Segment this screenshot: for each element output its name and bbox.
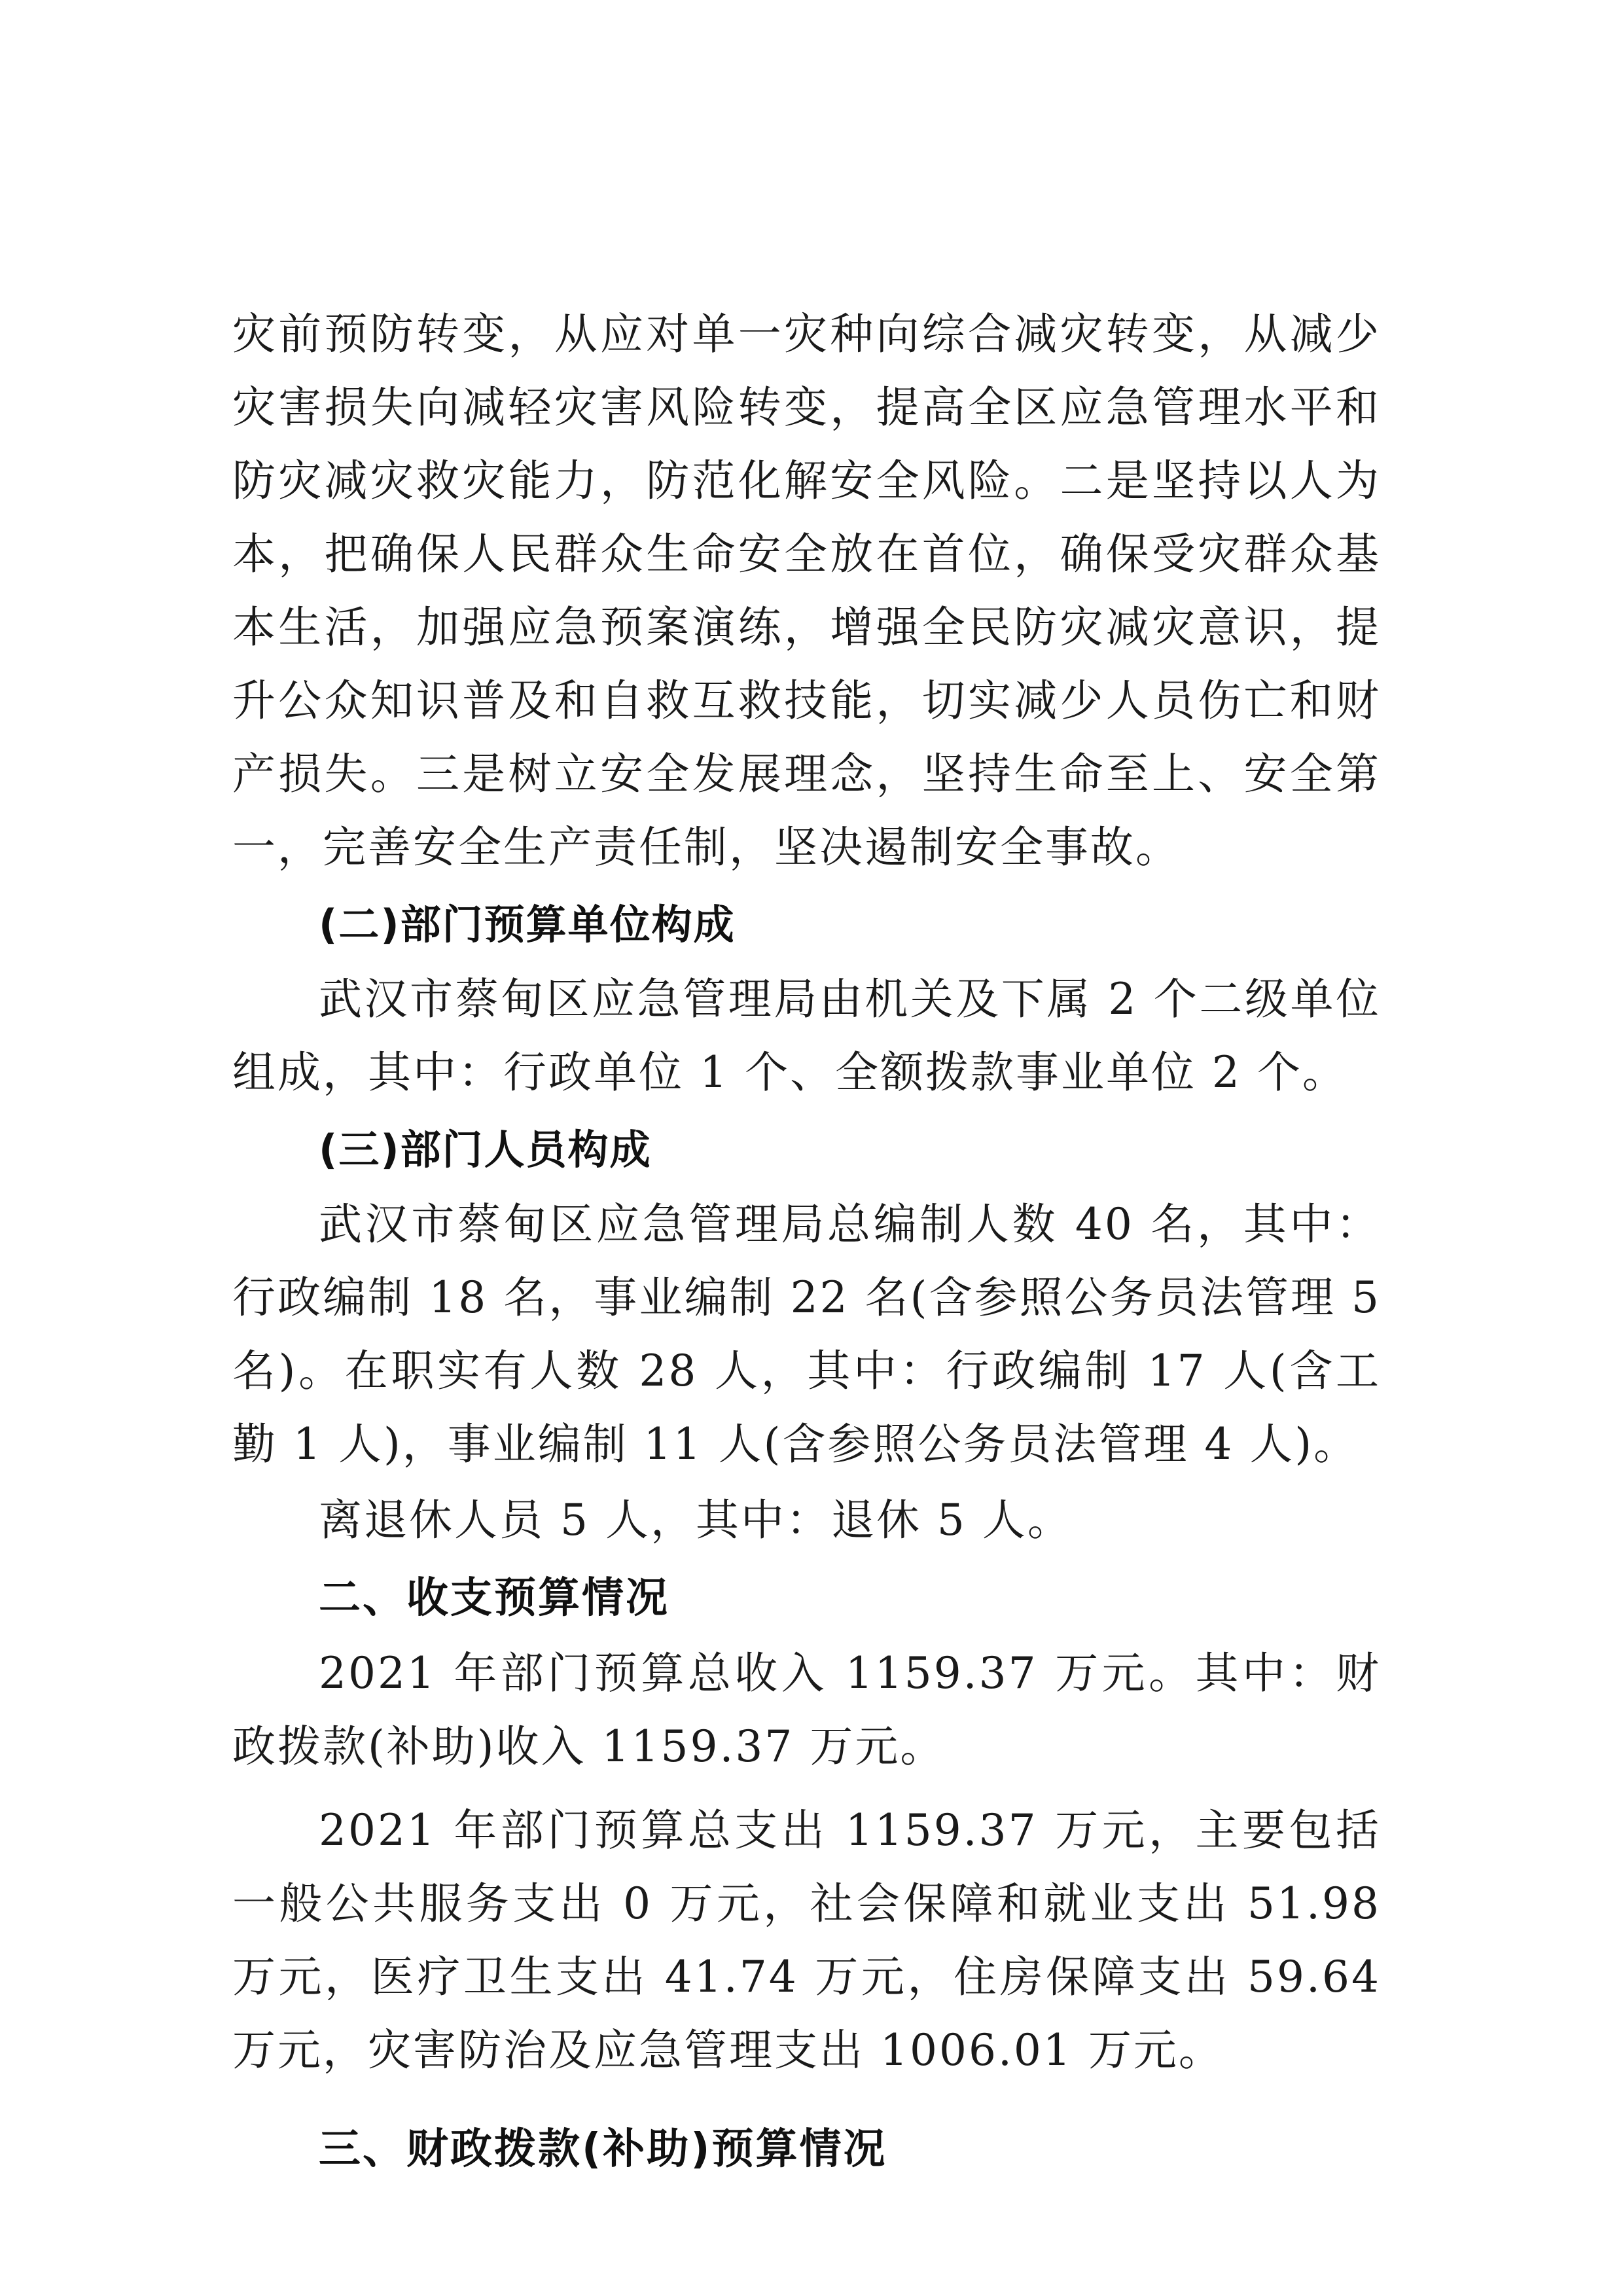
paragraph-staff-composition: 武汉市蔡甸区应急管理局总编制人数 40 名，其中：行政编制 18 名，事业编制 22 名(含参照公务员法管理 5 名)。在职实有人数 28 人，其中：行政编制 17 人(含工勤 1 人)，事业编制 11 人(含参照公务员法管理 4 人)。: [232, 1199, 1381, 1469]
heading-fiscal-appropriation: 三、财政拨款(补助)预算情况: [319, 2125, 887, 2174]
heading-staff-composition: (三)部门人员构成: [319, 1126, 652, 1174]
paragraph-budget-units: 武汉市蔡甸区应急管理局由机关及下属 2 个二级单位组成，其中：行政单位 1 个、全额拨款事业单位 2 个。: [232, 974, 1381, 1098]
document-body: [232, 298, 1381, 2188]
paragraph-intro: 灾前预防转变，从应对单一灾种向综合减灾转变，从减少灾害损失向减轻灾害风险转变，提高全区应急管理水平和防灾减灾救灾能力，防范化解安全风险。二是坚持以人为本，把确保人民群众生命安全放在首位，确保受灾群众基本生活，加强应急预案演练，增强全民防灾减灾意识，提升公众知识普及和自救互救技能，切实减少人员伤亡和财产损失。三是树立安全发展理念，坚持生命至上、安全第一，完善安全生产责任制，坚决遏制安全事故。: [232, 309, 1381, 872]
heading-budget-units: (二)部门预算单位构成: [319, 901, 736, 948]
heading-budget-overview: 二、收支预算情况: [319, 1574, 669, 1623]
paragraph-retired-staff: 离退休人员 5 人，其中：退休 5 人。: [319, 1495, 1073, 1545]
paragraph-total-income: 2021 年部门预算总收入 1159.37 万元。其中：财政拨款(补助)收入 1159.37 万元。: [232, 1648, 1381, 1772]
paragraph-total-expense: 2021 年部门预算总支出 1159.37 万元，主要包括一般公共服务支出 0 万元，社会保障和就业支出 51.98 万元，医疗卫生支出 41.74 万元，住房保障支出 59.64 万元，灾害防治及应急管理支出 1006.01 万元。: [232, 1805, 1381, 2075]
